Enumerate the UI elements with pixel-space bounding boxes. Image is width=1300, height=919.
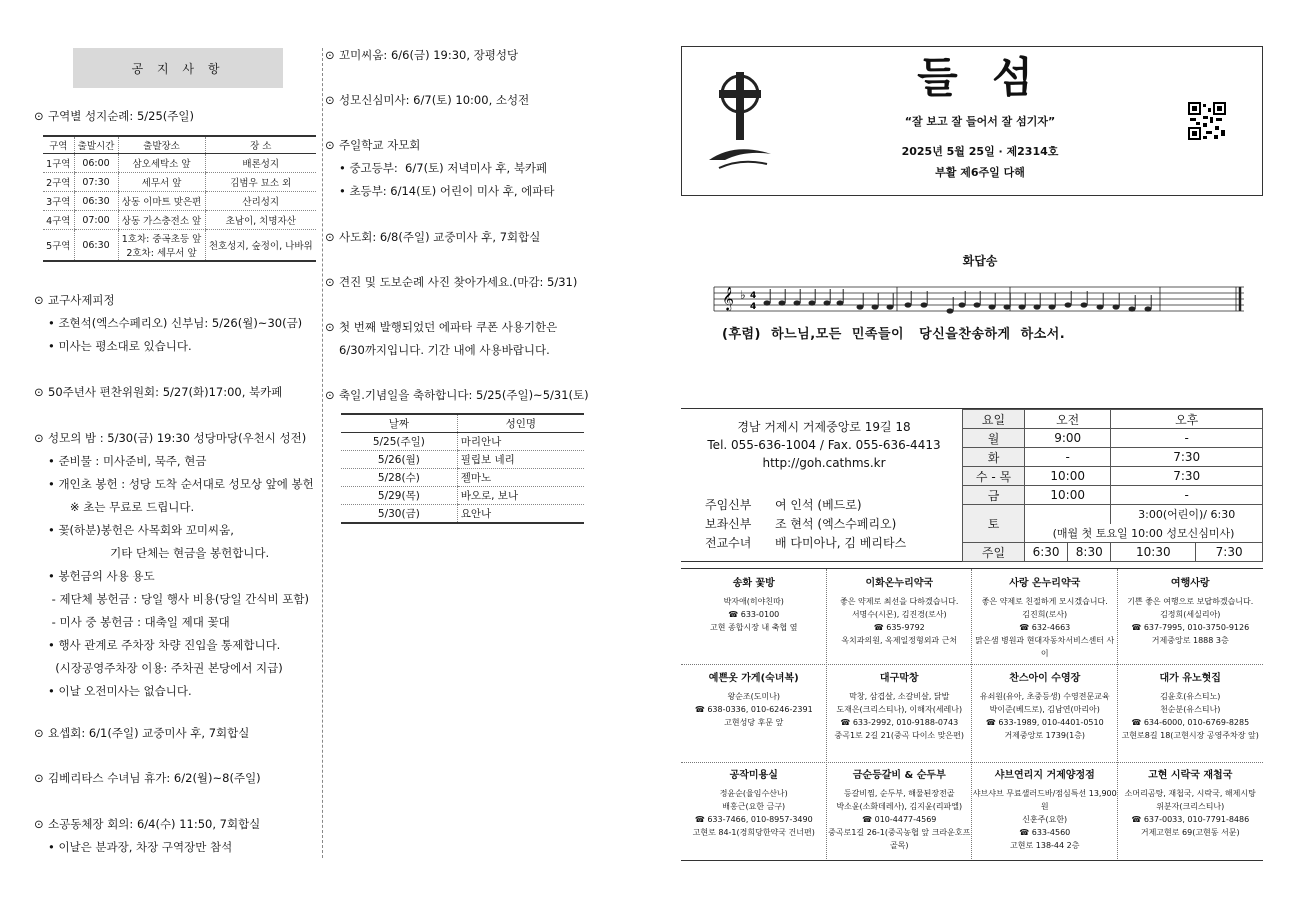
ad-line: 중곡1로 2길 21(중곡 다이소 맞은편) <box>834 731 964 740</box>
notice-sister <box>34 770 261 786</box>
table-row <box>341 433 584 451</box>
mass-pm: 7:30 <box>1111 467 1263 486</box>
music-note <box>959 302 966 307</box>
pilgrimage-table <box>43 135 316 262</box>
table-cell: 5구역 <box>43 230 74 262</box>
table-cell: 5/28(수) <box>341 469 457 487</box>
table-cell: 배론성지 <box>205 154 316 173</box>
table-row <box>43 230 316 262</box>
parish-url[interactable]: http://goh.cathms.kr <box>762 456 886 470</box>
ad-line: ☎ 633-4560 <box>1019 828 1071 837</box>
ad-line: ☎ 632-4663 <box>1019 623 1071 632</box>
mass-sat-note: (매월 첫 토요일 10:00 성모신심미사) <box>1025 524 1263 543</box>
bullet-icon: ⊙ <box>34 771 44 785</box>
notice-line: • 이날 오전미사는 없습니다. <box>48 684 192 698</box>
table-cell: 1구역 <box>43 154 74 173</box>
mass-sun-time: 6:30 <box>1025 543 1068 562</box>
music-note <box>837 300 844 305</box>
table-cell: 5/25(주일) <box>341 433 457 451</box>
ad-line: 위분자(크리스티나) <box>1156 802 1225 811</box>
music-note <box>1004 304 1011 309</box>
table-cell: 필립보 네리 <box>457 451 584 469</box>
mass-sat-pm: 3:00(어린이)/ 6:30 <box>1111 505 1263 524</box>
ad-line: 고현성당 후문 앞 <box>724 718 784 727</box>
ad-line: 고현로 84-1(경희당한약국 건너편) <box>692 828 815 837</box>
table-row <box>963 467 1263 486</box>
music-note <box>887 304 894 309</box>
ad-card <box>972 577 1118 660</box>
notice-apostle <box>325 229 540 245</box>
ad-card <box>681 672 827 729</box>
notice-anniv <box>34 384 282 400</box>
notice-title: 공 지 사 항 <box>73 48 283 88</box>
notice-sunday-school <box>325 137 420 153</box>
ad-card <box>827 672 973 742</box>
mass-day: 금 <box>963 486 1025 505</box>
music-note <box>857 304 864 309</box>
ad-line: 좋은 약제로 최선을 다하겠습니다. <box>840 597 959 606</box>
bullet-icon: ⊙ <box>325 275 335 289</box>
ad-line: 배홍근(요한 금구) <box>722 802 786 811</box>
music-note <box>989 304 996 309</box>
notice-title: 요셉회: 6/1(주일) 교중미사 후, 7회합실 <box>48 726 250 740</box>
notice-title: 꼬미씨움: 6/6(금) 19:30, 장평성당 <box>339 48 519 62</box>
svg-text:4: 4 <box>750 291 757 301</box>
notice-line: • 중고등부: 6/7(토) 저녁미사 후, 북카페 <box>339 161 548 175</box>
music-note <box>921 302 928 307</box>
ad-line: 도재은(크리스티나), 이해자(세레나) <box>836 705 963 714</box>
ad-line: 기쁜 좋은 여행으로 보답하겠습니다. <box>1127 597 1254 606</box>
notice-title: 성모의 밤 : 5/30(금) 19:30 성당마당(우천시 성전) <box>48 431 307 445</box>
bullet-icon: ⊙ <box>34 726 44 740</box>
notice-line: (시장공영주차장 이용: 주차권 본당에서 지급) <box>48 661 283 675</box>
notice-line: • 봉헌금의 사용 용도 <box>48 569 155 583</box>
table-cell: 요안나 <box>457 505 584 524</box>
ad-card <box>1118 577 1264 647</box>
music-note <box>1097 304 1104 309</box>
ad-name: 고현 시락국 재첩국 <box>1148 770 1233 781</box>
notice-title: 주일학교 자모회 <box>339 138 421 152</box>
notice-comi <box>325 47 518 63</box>
ad-name: 샤브연리지 거제양정점 <box>994 770 1095 781</box>
table-cell: 06:30 <box>74 192 118 211</box>
music-note <box>1019 304 1026 309</box>
ad-card <box>1118 672 1264 742</box>
mass-pm: 7:30 <box>1111 448 1263 467</box>
ad-line: 고현로8길 18(고현시장 공영주차장 앞) <box>1121 731 1259 740</box>
table-row <box>341 505 584 524</box>
bullet-icon: ⊙ <box>34 385 44 399</box>
notice-title: 교구사제피정 <box>48 293 115 307</box>
music-note <box>764 300 771 305</box>
mass-pm: - <box>1111 429 1263 448</box>
notice-line: • 개인초 봉헌 : 성당 도착 순서대로 성모상 앞에 봉헌 <box>48 477 314 491</box>
parish-address: 경남 거제시 거제중앙로 19길 18 <box>737 420 911 434</box>
mass-day-sat: 토 <box>963 505 1025 543</box>
ad-line: 막창, 삼겹살, 소갈비살, 닭발 <box>849 692 950 701</box>
staff-row <box>705 496 906 515</box>
ad-line: 유쇠원(유아, 초중등생) 수영전문교육 <box>979 692 1110 701</box>
notice-title: 축일.기념일을 축하합니다: 5/25(주일)~5/31(토) <box>339 388 589 402</box>
svg-text:4: 4 <box>750 302 757 312</box>
table-cell: 젤마노 <box>457 469 584 487</box>
table-row <box>43 173 316 192</box>
ad-name: 찬스아이 수영장 <box>1009 673 1081 684</box>
mass-day: 화 <box>963 448 1025 467</box>
notice-line: - 제단체 봉헌금 : 당일 행사 비용(당일 간식비 포함) <box>48 592 309 606</box>
table-row <box>963 448 1263 467</box>
ad-line: ☎ 010-4477-4569 <box>862 815 937 824</box>
ad-line: ☎ 635-9792 <box>873 623 925 632</box>
ad-line: ☎ 637-7995, 010-3750-9126 <box>1131 623 1250 632</box>
table-row <box>963 429 1263 448</box>
parish-phone[interactable]: Tel. 055-636-1004 / Fax. 055-636-4413 <box>707 438 941 452</box>
notice-title: 사도회: 6/8(주일) 교중미사 후, 7회합실 <box>339 230 541 244</box>
table-cell: 3구역 <box>43 192 74 211</box>
bullet-icon: ⊙ <box>325 230 335 244</box>
table-cell: 세무서 앞 <box>118 173 205 192</box>
ad-name: 공작미용실 <box>729 770 778 781</box>
staff-row <box>705 515 906 534</box>
notice-line: • 미사는 평소대로 있습니다. <box>48 339 192 353</box>
table-cell: 5/26(월) <box>341 451 457 469</box>
ad-line: 박자애(히야친따) <box>723 597 784 606</box>
mass-schedule-table <box>962 409 1263 562</box>
mass-day-sunday: 주일 <box>963 543 1025 562</box>
music-note <box>794 300 801 305</box>
ad-line: 좋은 약제로 친절하게 모시겠습니다. <box>981 597 1108 606</box>
notice-line: • 이날은 분과장, 차장 구역장만 참석 <box>48 840 233 854</box>
table-row <box>341 469 584 487</box>
notice-title: 첫 번째 발행되었던 에파타 쿠폰 사용기한은 <box>339 320 558 334</box>
staff-role: 보좌신부 <box>705 517 752 531</box>
svg-text:♭: ♭ <box>740 288 746 302</box>
ad-name: 송화 꽃방 <box>732 578 775 589</box>
feast-table <box>341 413 584 524</box>
music-note <box>1065 302 1072 307</box>
feast-col-header: 성인명 <box>457 414 584 433</box>
mass-pm: - <box>1111 486 1263 505</box>
table-cell: 천호성지, 숲정이, 나바위 <box>205 230 316 262</box>
music-note <box>974 302 981 307</box>
music-note <box>1049 304 1056 309</box>
ad-card <box>827 577 973 647</box>
notice-line: • 준비물 : 미사준비, 묵주, 현금 <box>48 454 207 468</box>
music-note <box>905 302 912 307</box>
notice-heart <box>325 92 529 108</box>
pilgrimage-col-header: 출발장소 <box>118 136 205 154</box>
music-note <box>779 300 786 305</box>
table-row <box>43 154 316 173</box>
notice-line: 6/30까지입니다. 기간 내에 사용바랍니다. <box>339 343 550 357</box>
notice-title: 성모신심미사: 6/7(토) 10:00, 소성전 <box>339 93 530 107</box>
notice-line: 기타 단체는 현금을 봉헌합니다. <box>48 546 270 560</box>
sponsor-ads <box>681 568 1263 861</box>
table-cell: 5/30(금) <box>341 505 457 524</box>
table-cell: 1호차: 중곡초등 앞 2호차: 세무서 앞 <box>118 230 205 262</box>
staff-role: 주임신부 <box>705 498 752 512</box>
table-cell: 삼오세탁소 앞 <box>118 154 205 173</box>
ad-line: 거제고현로 69(고현동 서문) <box>1140 828 1240 837</box>
music-note <box>872 304 879 309</box>
notice-small <box>34 816 260 832</box>
table-cell: 상동 가스충전소 앞 <box>118 211 205 230</box>
pilgrimage-heading: ⊙ 구역별 성지순례: 5/25(주일) <box>34 109 194 123</box>
bulletin-motto: “잘 보고 잘 들어서 잘 섬기자” <box>904 115 1056 128</box>
table-cell: 4구역 <box>43 211 74 230</box>
bullet-icon: ⊙ <box>325 388 335 402</box>
mass-header-am: 오전 <box>1025 410 1111 429</box>
mass-am: - <box>1025 448 1111 467</box>
ad-card <box>827 769 973 852</box>
bullet-icon: ⊙ <box>325 138 335 152</box>
ad-line: ☎ 638-0336, 010-6246-2391 <box>694 705 813 714</box>
staff-role: 전교수녀 <box>705 536 752 550</box>
qr-code-icon[interactable] <box>1188 102 1226 140</box>
staff-row <box>705 534 906 553</box>
staff-name: 배 다미아나, 김 베리타스 <box>775 536 907 550</box>
ad-card <box>972 672 1118 742</box>
column-divider <box>322 48 323 858</box>
notice-title: 50주년사 편찬위원회: 5/27(화)17:00, 북카페 <box>48 385 283 399</box>
bullet-icon: ⊙ <box>325 93 335 107</box>
ad-line: 소머리곰탕, 재첩국, 시락국, 해제시탕 <box>1124 789 1256 798</box>
ad-line: 왕순조(도미나) <box>727 692 781 701</box>
svg-text:𝄞: 𝄞 <box>722 286 734 310</box>
notice-line: • 행사 관계로 주차장 차량 진입을 통제합니다. <box>48 638 281 652</box>
music-note <box>1129 306 1136 311</box>
music-note <box>947 308 954 313</box>
ad-line: 신훈주(요한) <box>1022 815 1068 824</box>
ad-line: ☎ 633-1989, 010-4401-0510 <box>985 718 1104 727</box>
notice-title: 소공동체장 회의: 6/4(수) 11:50, 7회합실 <box>48 817 261 831</box>
ad-name: 이화온누리약국 <box>865 578 934 589</box>
psalm-lyrics: (후렴) 하느님,모든 민족들이 당신을찬송하게 하소서. <box>722 327 1066 342</box>
table-cell: 바오로, 보나 <box>457 487 584 505</box>
music-note <box>824 300 831 305</box>
ad-line: 고현 종합시장 내 축협 옆 <box>710 623 798 632</box>
ad-name: 대구막창 <box>879 673 919 684</box>
ad-card <box>681 769 827 839</box>
music-note <box>1081 302 1088 307</box>
ad-line: 서명수(시몬), 김진경(로사) <box>851 610 947 619</box>
mass-sun-time: 7:30 <box>1196 543 1263 562</box>
psalm-title: 화답송 <box>962 254 998 268</box>
notice-title: 견진 및 도보순례 사진 찾아가세요.(마감: 5/31) <box>339 275 578 289</box>
table-row <box>341 451 584 469</box>
table-cell: 07:30 <box>74 173 118 192</box>
ad-line: 중곡로1길 26-1(중곡농협 앞 크라운호프 골목) <box>828 828 971 850</box>
table-cell: 김범우 묘소 외 <box>205 173 316 192</box>
notice-title: 김베리타스 수녀님 휴가: 6/2(월)~8(주일) <box>48 771 261 785</box>
music-staff <box>712 283 1247 321</box>
ad-line: ☎ 633-2992, 010-9188-0743 <box>840 718 959 727</box>
ad-line: 샤브샤브 무료샐러드바/점심특선 13,900원 <box>972 789 1117 811</box>
notice-joseph <box>34 725 249 741</box>
ad-line: 박소윤(소화데레사), 김지윤(리파엘) <box>836 802 963 811</box>
mass-am: 9:00 <box>1025 429 1111 448</box>
table-cell: 06:30 <box>74 230 118 262</box>
mass-day: 수 - 목 <box>963 467 1025 486</box>
table-cell: 5/29(목) <box>341 487 457 505</box>
mass-day: 월 <box>963 429 1025 448</box>
liturgical-sunday: 부활 제6주일 다해 <box>935 166 1025 179</box>
notice-line: - 미사 중 봉헌금 : 대축일 제대 꽃대 <box>48 615 230 629</box>
bullet-icon: ⊙ <box>325 320 335 334</box>
music-note <box>1034 304 1041 309</box>
staff-name: 여 인석 (베드로) <box>775 498 862 512</box>
staff-name: 조 현석 (엑스수페리오) <box>775 517 897 531</box>
notice-line: ※ 초는 무료로 드립니다. <box>48 500 195 514</box>
ad-card <box>681 577 827 634</box>
notice-mary <box>34 430 306 446</box>
pilgrimage-col-header: 구역 <box>43 136 74 154</box>
issue-date: 2025년 5월 25일 · 제2314호 <box>901 145 1059 158</box>
bullet-icon: ⊙ <box>34 817 44 831</box>
music-note <box>1145 306 1152 311</box>
ad-name: 사랑 온누리약국 <box>1009 578 1081 589</box>
parish-staff <box>705 496 906 553</box>
ad-line: ☎ 637-0033, 010-7791-8486 <box>1131 815 1250 824</box>
table-row <box>43 192 316 211</box>
table-cell: 마리안나 <box>457 433 584 451</box>
bulletin-title: 들 섬 <box>917 53 1043 102</box>
ad-line: 옥치과의원, 옥제일정형외과 근처 <box>841 636 958 645</box>
ad-line: ☎ 633-0100 <box>728 610 780 619</box>
mass-sun-time: 8:30 <box>1068 543 1111 562</box>
table-row <box>43 211 316 230</box>
table-cell: 초남이, 치명자산 <box>205 211 316 230</box>
ad-line: 김윤호(유스티노) <box>1160 692 1221 701</box>
ad-line: ☎ 633-7466, 010-8957-3490 <box>694 815 813 824</box>
ad-line: 거제중앙로 1888 3층 <box>1151 636 1229 645</box>
mass-am: 10:00 <box>1025 486 1111 505</box>
ad-line: 고현로 138-44 2층 <box>1010 841 1080 850</box>
mass-sun-time: 10:30 <box>1111 543 1196 562</box>
ad-line: 거제중앙로 1739(1층) <box>1004 731 1086 740</box>
pilgrimage-col-header: 장 소 <box>205 136 316 154</box>
ad-name: 대가 유노혓집 <box>1159 673 1221 684</box>
music-note <box>1113 304 1120 309</box>
notice-line: • 초등부: 6/14(토) 어린이 미사 후, 에파타 <box>339 184 555 198</box>
music-note <box>809 300 816 305</box>
bullet-icon: ⊙ <box>325 48 335 62</box>
pilgrimage-col-header: 출발시간 <box>74 136 118 154</box>
mass-am: 10:00 <box>1025 467 1111 486</box>
ad-line: 정윤순(율임수산나) <box>719 789 788 798</box>
notice-line: • 꽃(하분)봉헌은 사목회와 꼬미씨움, <box>48 523 234 537</box>
bullet-icon: ⊙ <box>34 431 44 445</box>
ad-card <box>972 769 1118 852</box>
ad-line: 등갈비찜, 순두부, 해물된장전골 <box>843 789 955 798</box>
table-cell: 2구역 <box>43 173 74 192</box>
notice-coupon <box>325 319 557 335</box>
ad-line: 천순분(유스티나) <box>1160 705 1221 714</box>
notice-line: • 조현석(엑스수페리오) 신부님: 5/26(월)~30(금) <box>48 316 303 330</box>
table-row <box>963 486 1263 505</box>
notice-photo <box>325 274 577 290</box>
ad-card <box>1118 769 1264 839</box>
table-cell: 상동 이마트 맞은편 <box>118 192 205 211</box>
parish-address-block <box>690 418 958 472</box>
table-cell: 06:00 <box>74 154 118 173</box>
mass-header-day: 요일 <box>963 410 1025 429</box>
table-row <box>341 487 584 505</box>
table-cell: 산리성지 <box>205 192 316 211</box>
bullet-icon: ⊙ <box>34 293 44 307</box>
feast-col-header: 날짜 <box>341 414 457 433</box>
notice-priest <box>34 292 115 308</box>
notice-feast <box>325 387 589 403</box>
cross-logo-icon <box>705 68 775 170</box>
ad-name: 예쁜옷 가게(숙녀복) <box>708 673 799 684</box>
ad-line: 박이준(베드로), 김남연(마리아) <box>989 705 1100 714</box>
ad-name: 금순등갈비 & 순두부 <box>852 770 946 781</box>
ad-line: ☎ 634-6000, 010-6769-8285 <box>1131 718 1250 727</box>
ad-line: 김정희(세실리아) <box>1160 610 1221 619</box>
ad-line: 김진희(로사) <box>1022 610 1068 619</box>
table-cell: 07:00 <box>74 211 118 230</box>
ad-line: 맑은샘 병원과 현대자동차서비스센터 사이 <box>975 636 1115 658</box>
ad-name: 여행사랑 <box>1170 578 1210 589</box>
mass-header-pm: 오후 <box>1111 410 1263 429</box>
